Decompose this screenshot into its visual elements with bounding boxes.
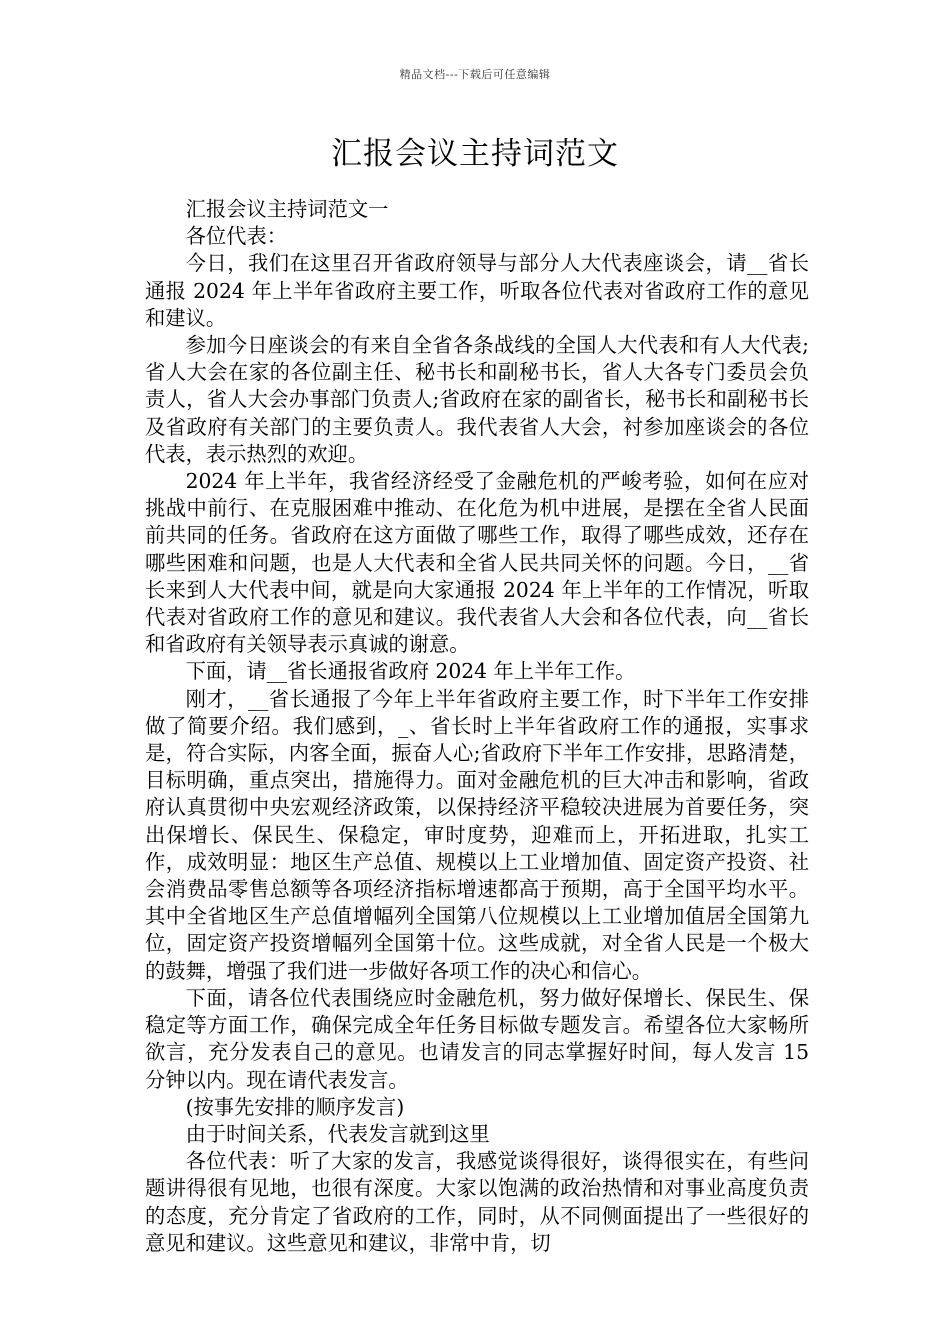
paragraph: 下面，请__省长通报省政府 2024 年上半年工作。 — [185, 659, 636, 684]
paragraph: 下面，请各位代表围绕应时金融危机，努力做好保增长、保民生、保稳定等方面工作，确保完成全年任务目标做专题发言。希望各位大家畅所欲言，充分发表自己的意见。也请发言的同志掌握好时间，每人发言 15 分钟以内。现在请代表发言。 — [145, 985, 809, 1092]
paragraph: (按事先安排的顺序发言) — [185, 1094, 405, 1119]
document-title: 汇报会议主持词范文 — [331, 136, 619, 172]
header-note: 精品文档---下载后可任意编辑 — [399, 68, 551, 81]
paragraph: 各位代表：听了大家的发言，我感觉谈得很好，谈得很实在，有些问题讲得很有见地，也很有深度。大家以饱满的政治热情和对事业高度负责的态度，充分肯定了省政府的工作，同时，从不同侧面提出了一些很好的意见和建议。这些意见和建议，非常中肯，切 — [145, 1149, 809, 1255]
document-body — [145, 196, 809, 1257]
paragraph-subtitle: 汇报会议主持词范文一 — [185, 197, 389, 221]
paragraph: 参加今日座谈会的有来自全省各条战线的全国人大代表和有人大代表;省人大会在家的各位副主任、秘书长和副秘书长，省人大各专门委员会负责人，省人大会办事部门负责人;省政府在家的副省长，秘书长和副秘书长及省政府有关部门的主要负责人。我代表省人大会，衬参加座谈会的各位代表，表示热烈的欢迎。 — [145, 333, 809, 466]
paragraph: 刚才，__省长通报了今年上半年省政府主要工作，时下半年工作安排做了简要介绍。我们感到，_、省长时上半年省政府工作的通报，实事求是，符合实际，内客全面，振奋人心;省政府下半年工作安排，思路清楚，目标明确，重点突出，措施得力。面对金融危机的巨大冲击和影响，省政府认真贯彻中央宏观经济政策，以保持经济平稳较决进展为首要任务，突出保增长、保民生、保稳定，审时度势，迎难而上，开拓进取，扎实工作，成效明显：地区生产总值、规模以上工业增加值、固定资产投资、社会消费品零售总额等各项经济指标增速都高于预期，高于全国平均水平。其中全省地区生产总值增幅列全国第八位规模以上工业增加值居全国第九位，固定资产投资增幅列全国第十位。这些成就，对全省人民是一个极大的鼓舞，增强了我们进一步做好各项工作的决心和信心。 — [145, 686, 809, 983]
paragraph: 由于时间关系，代表发言就到这里 — [185, 1121, 490, 1146]
paragraph: 今日，我们在这里召开省政府领导与部分人大代表座谈会，请__省长通报 2024 年上半年省政府主要工作，听取各位代表对省政府工作的意见和建议。 — [145, 251, 809, 330]
paragraph: 2024 年上半年，我省经济经受了金融危机的严峻考验，如何在应对挑战中前行、在克服困难中推动、在化危为机中进展，是摆在全省人民面前共同的任务。省政府在这方面做了哪些工作，取得了哪些成效，还存在哪些困难和问题，也是人大代表和全省人民共同关怀的问题。今日，__省长来到人大代表中间，就是向大家通报 2024 年上半年的工作情况，听取代表对省政府工作的意见和建议。我代表省人大会和各位代表，向__省长和省政府有关领导表示真诚的谢意。 — [145, 469, 809, 657]
paragraph-salutation: 各位代表： — [185, 224, 288, 249]
